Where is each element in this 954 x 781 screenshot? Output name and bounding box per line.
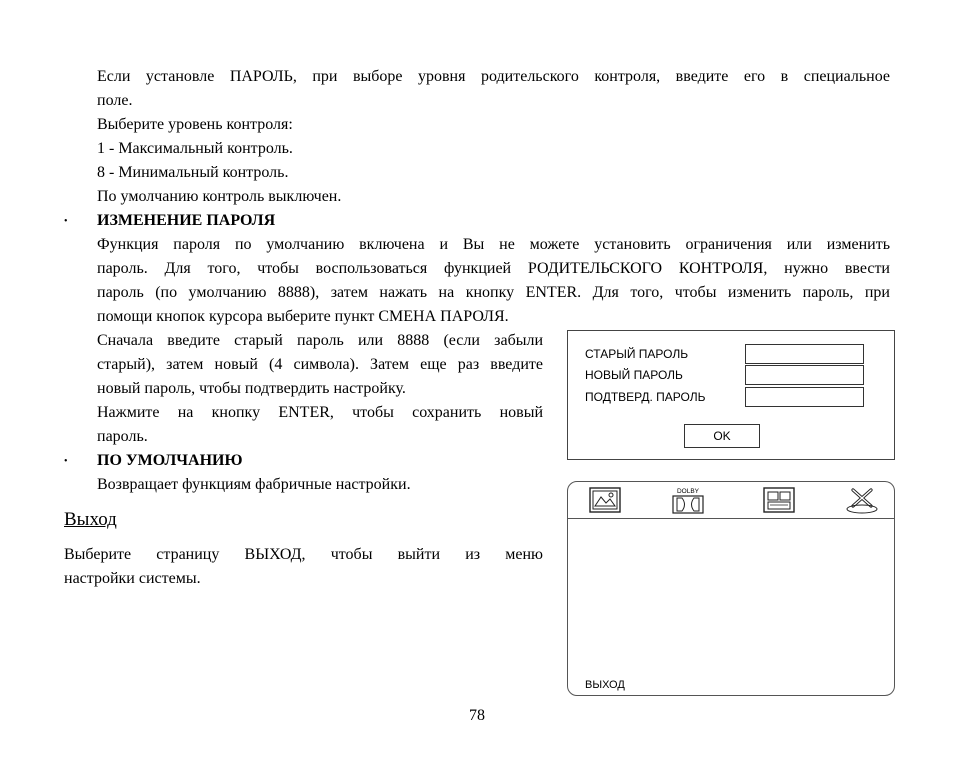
level-8-text: 8 - Минимальный контроль.: [97, 164, 289, 181]
intro-line-1: Если установле ПАРОЛЬ, при выборе уровня родительского контроля, введите его в специальное: [97, 68, 890, 85]
old-password-label: СТАРЫЙ ПАРОЛЬ: [585, 347, 689, 361]
password-dialog: [567, 330, 895, 460]
intro-line-2: поле.: [97, 92, 133, 109]
change-password-p8: Нажмите на кнопку ENTER, чтобы сохранить новый: [97, 404, 543, 421]
exit-icon[interactable]: [844, 485, 880, 515]
menu-divider: [568, 518, 894, 519]
level-1-text: 1 - Максимальный контроль.: [97, 140, 293, 157]
preference-icon[interactable]: [761, 485, 797, 515]
change-password-p9: пароль.: [97, 428, 148, 445]
new-password-field[interactable]: [745, 365, 864, 385]
change-password-p4: помощи кнопок курсора выберите пункт СМЕНА ПАРОЛЯ.: [97, 308, 509, 325]
page-number: 78: [469, 707, 485, 724]
default-off-text: По умолчанию контроль выключен.: [97, 188, 342, 205]
dolby-audio-icon[interactable]: [670, 485, 706, 515]
general-setup-icon[interactable]: [587, 485, 623, 515]
bullet-change-password: •: [64, 216, 68, 227]
default-text: Возвращает функциям фабричные настройки.: [97, 476, 411, 493]
confirm-password-label: ПОДТВЕРД. ПАРОЛЬ: [585, 390, 706, 404]
menu-status-label: ВЫХОД: [585, 679, 625, 691]
change-password-p5: Сначала введите старый пароль или 8888 (если забыли: [97, 332, 543, 349]
new-password-label: НОВЫЙ ПАРОЛЬ: [585, 368, 683, 382]
change-password-heading: ИЗМЕНЕНИЕ ПАРОЛЯ: [97, 212, 276, 229]
change-password-p1: Функция пароля по умолчанию включена и Вы не можете установить ограничения или изменить: [97, 236, 890, 253]
exit-title: Выход: [64, 509, 117, 530]
bullet-default: •: [64, 456, 68, 467]
change-password-p2: пароль. Для того, чтобы воспользоваться функцией РОДИТЕЛЬСКОГО КОНТРОЛЯ, нужно ввести: [97, 260, 890, 277]
setup-menu: [567, 481, 895, 696]
default-heading: ПО УМОЛЧАНИЮ: [97, 452, 243, 469]
select-level-text: Выберите уровень контроля:: [97, 116, 293, 133]
old-password-field[interactable]: [745, 344, 864, 364]
ok-button[interactable]: OK: [684, 424, 760, 448]
change-password-p6: старый), затем новый (4 символа). Затем еще раз введите: [97, 356, 543, 373]
change-password-p3: пароль (по умолчанию 8888), затем нажать на кнопку ENTER. Для того, чтобы изменить пароль, при: [97, 284, 890, 301]
dolby-label: DOLBY: [676, 488, 700, 495]
exit-text-line-2: настройки системы.: [64, 570, 201, 587]
exit-text-line-1: Выберите страницу ВЫХОД, чтобы выйти из меню: [64, 546, 543, 563]
change-password-p7: новый пароль, чтобы подтвердить настройку.: [97, 380, 406, 397]
confirm-password-field[interactable]: [745, 387, 864, 407]
